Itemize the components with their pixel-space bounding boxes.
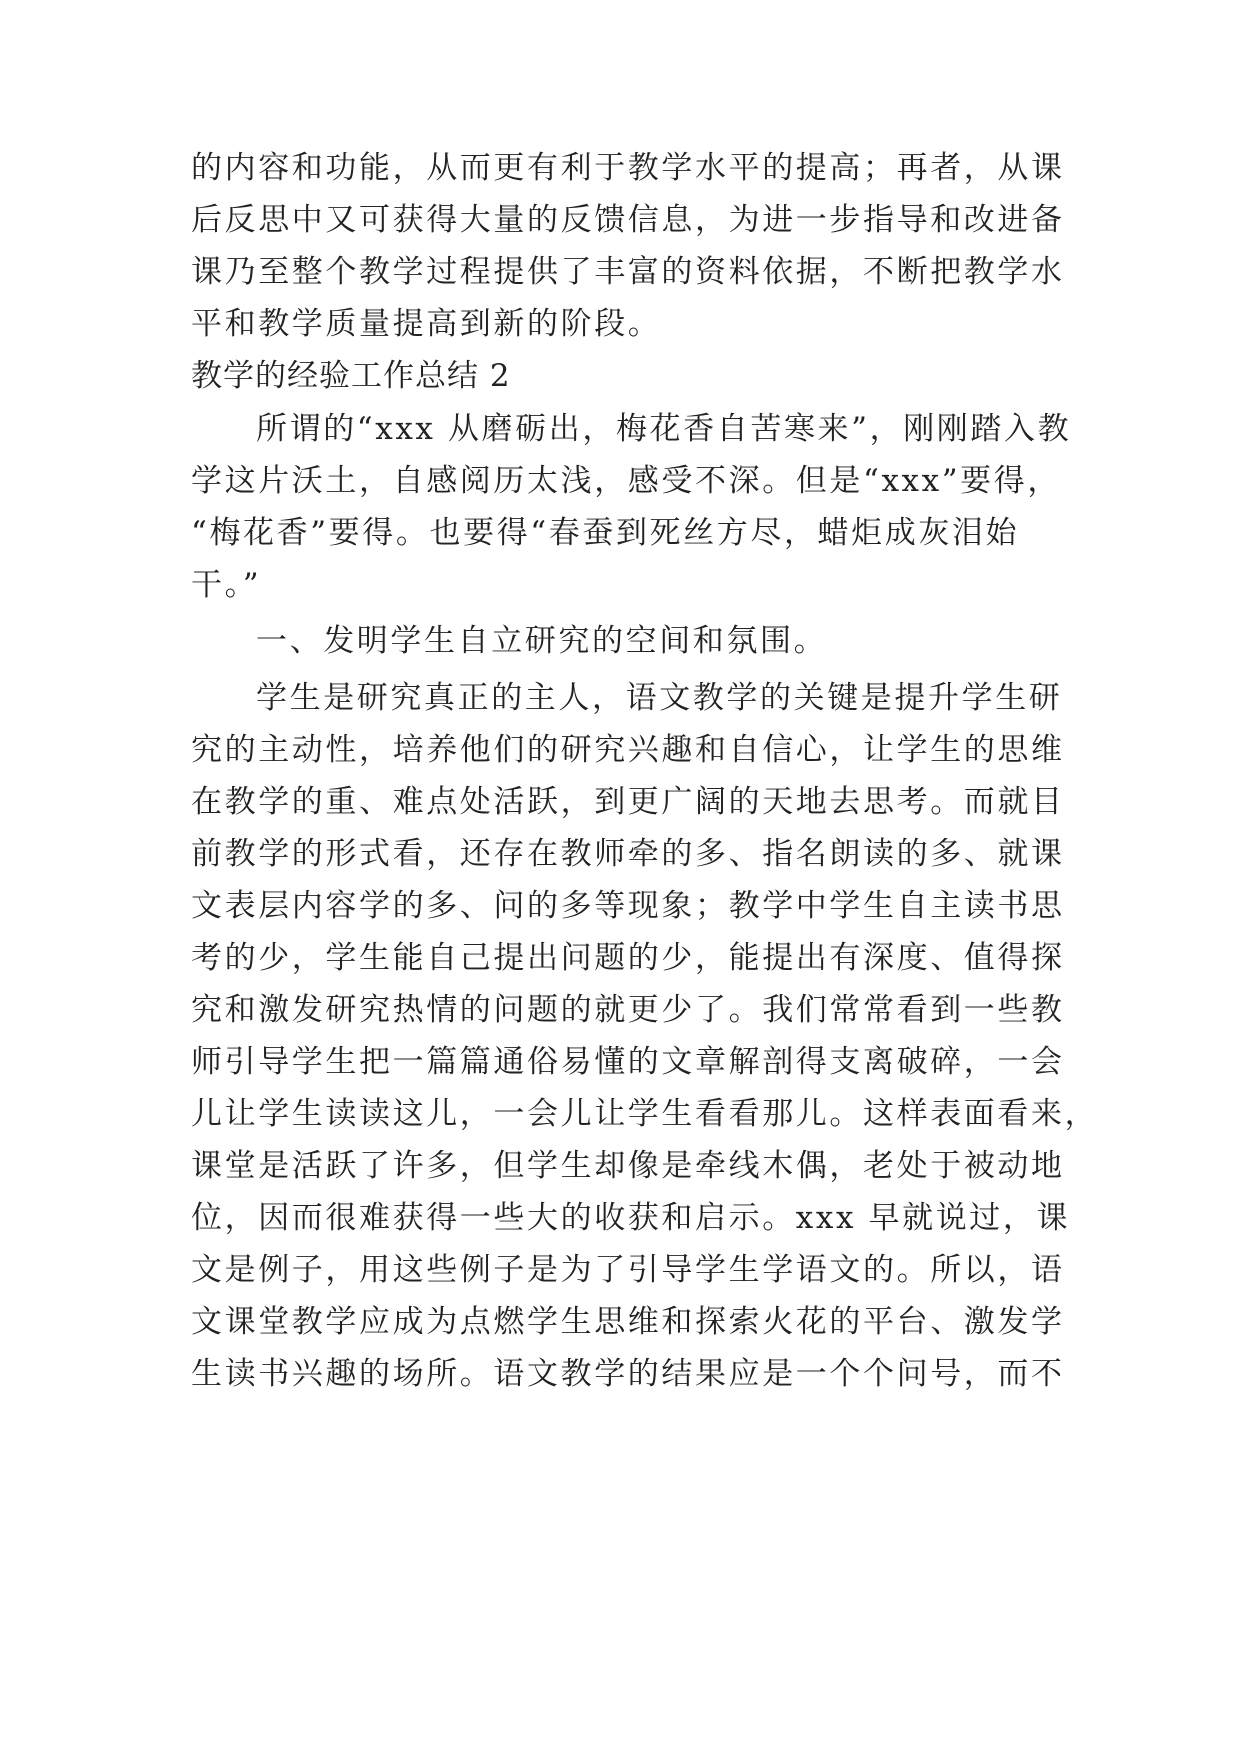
paragraph-line: “梅花香”要得。也要得“春蚕到死丝方尽，蜡炬成灰泪始: [191, 515, 1020, 551]
paragraph-line: 学这片沃土，自感阅历太浅，感受不深。但是“xxx”要得，: [191, 463, 1061, 499]
paragraph-line: 师引导学生把一篇篇通俗易懂的文章解剖得支离破碎，一会: [191, 1044, 1065, 1080]
paragraph-line: 平和教学质量提高到新的阶段。: [191, 306, 662, 342]
paragraph-line: 在教学的重、难点处活跃，到更广阔的天地去思考。而就目: [191, 784, 1065, 820]
paragraph-line: 生读书兴趣的场所。语文教学的结果应是一个个问号，而不: [191, 1356, 1065, 1392]
paragraph-line: 位，因而很难获得一些大的收获和启示。xxx 早就说过，课: [191, 1200, 1071, 1236]
paragraph-line: 究和激发研究热情的问题的就更少了。我们常常看到一些教: [191, 992, 1065, 1028]
paragraph-line: 干。”: [191, 567, 262, 603]
paragraph-line: 儿让学生读读这儿，一会儿让学生看看那儿。这样表面看来，: [191, 1096, 1099, 1132]
paragraph-line: 文是例子，用这些例子是为了引导学生学语文的。所以，语: [191, 1252, 1065, 1288]
section-heading: 教学的经验工作总结 2: [191, 358, 511, 394]
paragraph-line: 所谓的“xxx 从磨砺出，梅花香自苦寒来”，刚刚踏入教: [256, 411, 1072, 447]
paragraph-line: 考的少，学生能自己提出问题的少，能提出有深度、值得探: [191, 940, 1065, 976]
paragraph-line: 的内容和功能，从而更有利于教学水平的提高；再者，从课: [191, 150, 1065, 186]
point-heading: 一、发明学生自立研究的空间和氛围。: [256, 623, 828, 659]
paragraph-line: 前教学的形式看，还存在教师牵的多、指名朗读的多、就课: [191, 836, 1065, 872]
paragraph-line: 究的主动性，培养他们的研究兴趣和自信心，让学生的思维: [191, 732, 1065, 768]
paragraph-line: 文表层内容学的多、问的多等现象；教学中学生自主读书思: [191, 888, 1065, 924]
paragraph-line: 课乃至整个教学过程提供了丰富的资料依据，不断把教学水: [191, 254, 1065, 290]
paragraph-line: 课堂是活跃了许多，但学生却像是牵线木偶，老处于被动地: [191, 1148, 1065, 1184]
paragraph-line: 后反思中又可获得大量的反馈信息，为进一步指导和改进备: [191, 202, 1065, 238]
paragraph-line: 文课堂教学应成为点燃学生思维和探索火花的平台、激发学: [191, 1304, 1065, 1340]
paragraph-line: 学生是研究真正的主人，语文教学的关键是提升学生研: [256, 680, 1063, 716]
